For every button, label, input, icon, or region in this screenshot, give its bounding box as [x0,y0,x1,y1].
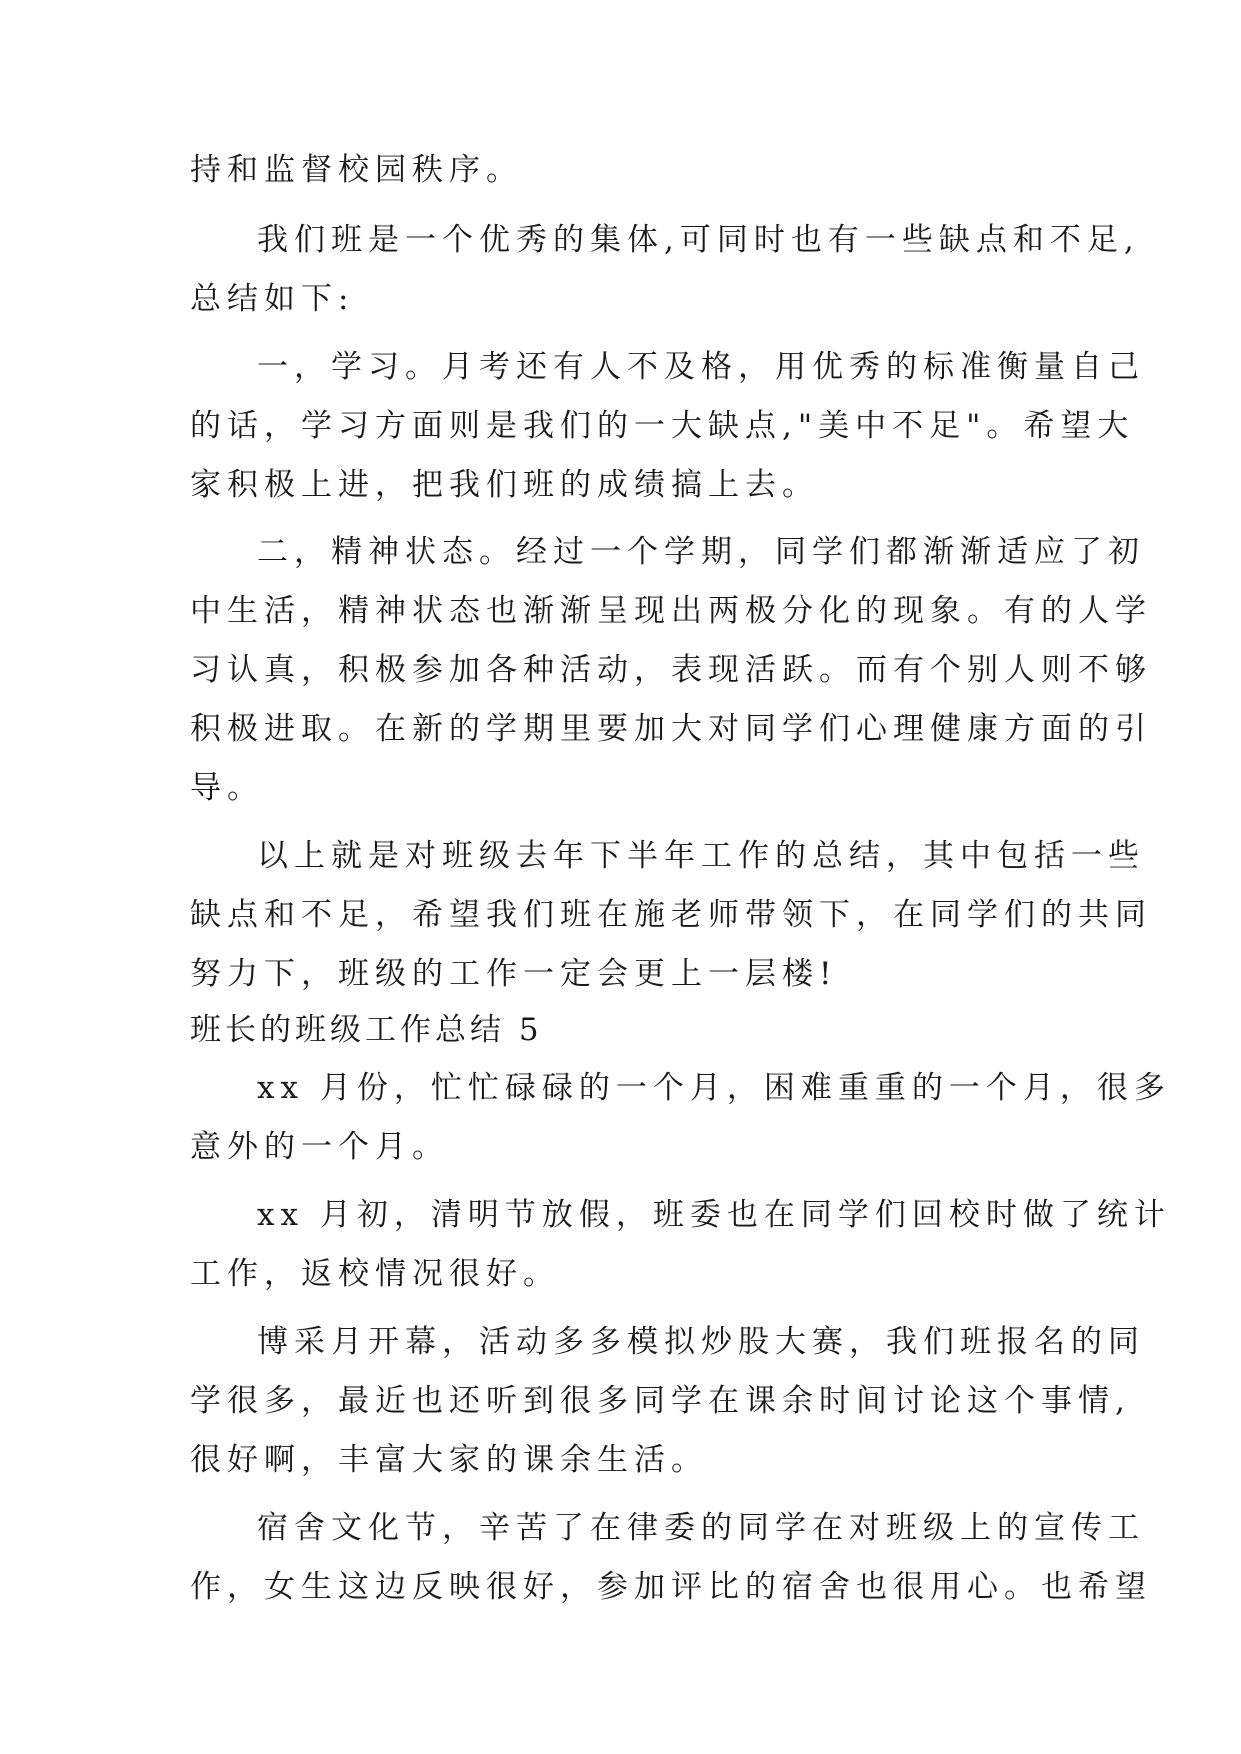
text-line-11: 导。 [190,770,264,806]
paragraph-line-12: 以上就是对班级去年下半年工作的总结，其中包括一些 [257,838,1145,874]
text-line-24: 作，女生这边反映很好，参加评比的宿舍也很用心。也希望 [190,1569,1152,1605]
text-line-17: 意外的一个月。 [190,1129,449,1165]
section-heading: 班长的班级工作总结 5 [190,1012,543,1048]
paragraph-line-4: 一，学习。月考还有人不及格，用优秀的标准衡量自己 [257,349,1145,385]
text-line-14: 努力下，班级的工作一定会更上一层楼! [190,956,838,992]
text-line-22: 很好啊，丰富大家的课余生活。 [190,1442,708,1478]
text-line-1: 持和监督校园秩序。 [190,152,523,188]
paragraph-line-18: xx 月初，清明节放假，班委也在同学们回校时做了统计 [257,1197,1171,1233]
text-line-19: 工作，返校情况很好。 [190,1256,560,1292]
paragraph-line-7: 二，精神状态。经过一个学期，同学们都渐渐适应了初 [257,534,1145,570]
text-line-13: 缺点和不足，希望我们班在施老师带领下，在同学们的共同 [190,897,1152,933]
text-line-8: 中生活，精神状态也渐渐呈现出两极分化的现象。有的人学 [190,593,1152,629]
paragraph-line-16: xx 月份，忙忙碌碌的一个月，困难重重的一个月，很多 [257,1070,1171,1106]
text-line-21: 学很多，最近也还听到很多同学在课余时间讨论这个事情, [190,1383,1131,1419]
paragraph-line-23: 宿舍文化节，辛苦了在律委的同学在对班级上的宣传工 [257,1510,1145,1546]
text-line-10: 积极进取。在新的学期里要加大对同学们心理健康方面的引 [190,711,1152,747]
text-line-9: 习认真，积极参加各种活动，表现活跃。而有个别人则不够 [190,652,1152,688]
text-line-6: 家积极上进，把我们班的成绩搞上去。 [190,467,819,503]
text-line-5: 的话，学习方面则是我们的一大缺点,"美中不足"。希望大 [190,408,1135,444]
paragraph-line-2: 我们班是一个优秀的集体,可同时也有一些缺点和不足, [257,222,1140,258]
text-line-3: 总结如下: [190,281,355,317]
paragraph-line-20: 博采月开幕，活动多多模拟炒股大赛，我们班报名的同 [257,1324,1145,1360]
